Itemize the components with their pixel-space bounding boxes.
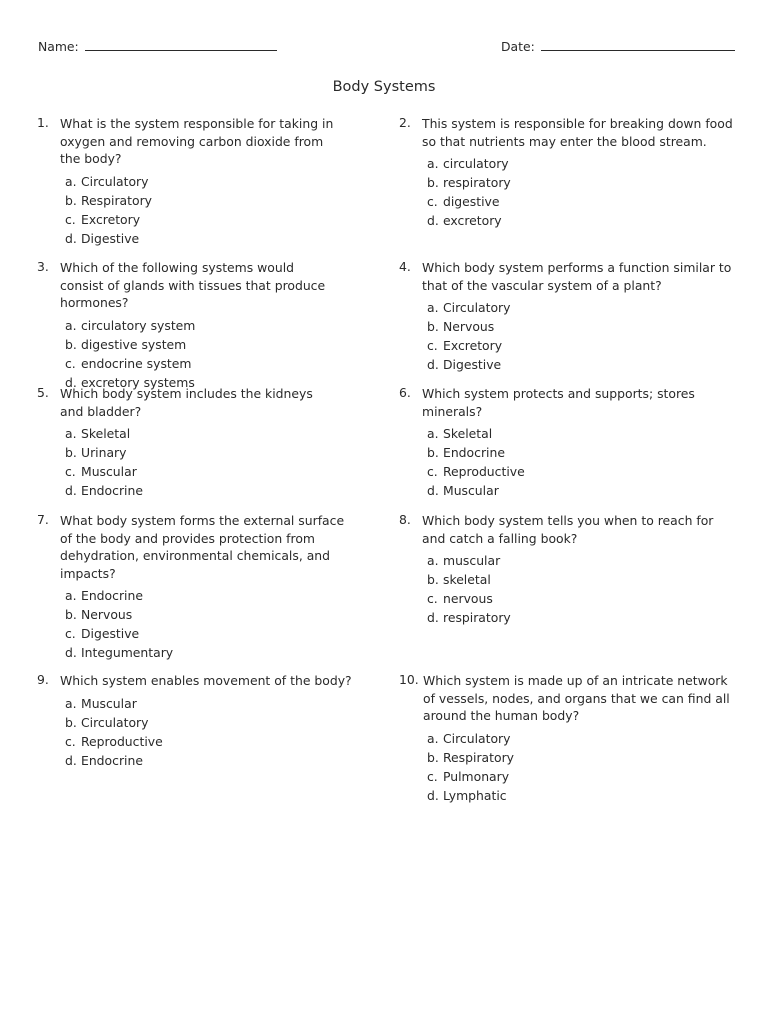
option-letter: a. [427, 300, 439, 315]
answer-option[interactable] [427, 192, 734, 211]
option-letter: d. [65, 645, 77, 660]
answer-option[interactable] [65, 210, 337, 229]
option-text: Reproductive [81, 733, 163, 749]
date-field [501, 38, 735, 54]
option-letter: c. [427, 194, 438, 209]
question-text: What is the system responsible for taking in oxygen and removing carbon dioxide from the body? [60, 116, 334, 166]
question-4 [399, 259, 734, 374]
option-text: Excretory [443, 338, 503, 353]
option-text: excretory [443, 213, 502, 228]
option-text: Digestive [81, 626, 140, 641]
option-text: endocrine system [81, 355, 192, 371]
option-letter: d. [65, 230, 77, 246]
question-text: Which body system performs a function similar to that of the vascular system of a plant? [422, 260, 732, 293]
answer-option[interactable] [427, 608, 734, 627]
page-title: Body Systems [332, 79, 436, 95]
option-text: digestive [443, 194, 500, 209]
option-text: Integumentary [81, 645, 174, 660]
option-text: muscular [443, 553, 501, 568]
answer-option[interactable] [427, 336, 734, 355]
question-2 [399, 115, 734, 230]
answer-options [427, 729, 739, 805]
option-letter: c. [427, 338, 438, 353]
option-text: Nervous [443, 319, 495, 334]
option-text: skeletal [443, 572, 491, 587]
option-letter: b. [427, 749, 439, 765]
option-text: Lymphatic [443, 787, 507, 803]
option-letter: d. [427, 483, 439, 498]
answer-option[interactable] [427, 551, 734, 570]
answer-option[interactable] [427, 298, 734, 317]
answer-options [65, 316, 337, 392]
question-7 [37, 512, 357, 662]
answer-option[interactable] [65, 586, 357, 605]
question-number: 5. [37, 385, 49, 400]
option-text: Respiratory [81, 192, 152, 208]
option-text: Muscular [81, 464, 137, 479]
question-number: 3. [37, 259, 49, 274]
option-letter: d. [427, 357, 439, 372]
option-text: Respiratory [443, 749, 514, 765]
answer-option[interactable] [427, 317, 734, 336]
question-number: 4. [399, 259, 411, 274]
option-letter: d. [65, 752, 77, 768]
answer-option[interactable] [65, 335, 337, 354]
question-6 [399, 385, 734, 500]
answer-option[interactable] [427, 729, 739, 748]
option-text: digestive system [81, 336, 187, 352]
option-text: Urinary [81, 445, 127, 460]
answer-option[interactable] [65, 751, 357, 770]
answer-options [65, 172, 337, 248]
answer-options [427, 551, 734, 627]
option-letter: b. [427, 445, 439, 460]
option-letter: a. [65, 317, 77, 333]
name-field [38, 38, 277, 54]
answer-option[interactable] [65, 713, 357, 732]
option-letter: c. [65, 464, 76, 479]
answer-option[interactable] [427, 481, 734, 500]
option-text: Reproductive [443, 464, 525, 479]
answer-option[interactable] [427, 443, 734, 462]
question-text: Which body system includes the kidneys and bladder? [60, 386, 313, 419]
question-number: 7. [37, 512, 49, 527]
option-text: respiratory [443, 610, 511, 625]
option-text: Endocrine [81, 588, 143, 603]
option-text: Endocrine [81, 483, 143, 498]
question-number: 8. [399, 512, 411, 527]
question-text: What body system forms the external surface of the body and provides protection from dehydration, environmental chemicals, and impacts? [60, 513, 345, 581]
answer-option[interactable] [427, 748, 739, 767]
option-letter: a. [65, 588, 77, 603]
option-text: Excretory [81, 211, 141, 227]
answer-option[interactable] [427, 589, 734, 608]
question-3 [37, 259, 337, 392]
question-text: Which body system tells you when to reach for and catch a falling book? [422, 513, 714, 546]
date-blank-line[interactable] [541, 38, 735, 51]
option-letter: c. [65, 733, 76, 749]
answer-option[interactable] [65, 481, 337, 500]
option-text: Muscular [443, 483, 499, 498]
answer-option[interactable] [65, 605, 357, 624]
option-letter: a. [65, 695, 77, 711]
answer-option[interactable] [427, 211, 734, 230]
answer-option[interactable] [65, 732, 357, 751]
answer-option[interactable] [65, 694, 357, 713]
answer-option[interactable] [427, 173, 734, 192]
option-text: Endocrine [443, 445, 505, 460]
question-text: This system is responsible for breaking down food so that nutrients may enter the blood stream. [422, 116, 733, 149]
question-number: 6. [399, 385, 411, 400]
option-letter: c. [427, 591, 438, 606]
option-text: excretory systems [81, 374, 195, 390]
answer-option[interactable] [427, 462, 734, 481]
option-text: circulatory [443, 156, 509, 171]
option-letter: d. [427, 787, 439, 803]
answer-option[interactable] [65, 172, 337, 191]
option-letter: c. [427, 464, 438, 479]
question-1 [37, 115, 337, 248]
option-letter: b. [427, 319, 439, 334]
question-text: Which system enables movement of the body? [60, 673, 352, 688]
option-letter: a. [427, 156, 439, 171]
question-10 [399, 672, 739, 805]
option-letter: d. [65, 374, 77, 390]
option-letter: b. [65, 336, 77, 352]
answer-option[interactable] [427, 424, 734, 443]
answer-option[interactable] [65, 424, 337, 443]
option-text: Circulatory [443, 300, 511, 315]
question-number: 9. [37, 672, 49, 687]
answer-option[interactable] [427, 767, 739, 786]
answer-option[interactable] [427, 786, 739, 805]
option-letter: d. [427, 213, 439, 228]
answer-option[interactable] [65, 643, 357, 662]
option-letter: b. [65, 445, 77, 460]
name-label: Name: [38, 39, 79, 54]
option-text: Digestive [81, 230, 140, 246]
option-letter: b. [427, 572, 439, 587]
option-text: nervous [443, 591, 493, 606]
option-letter: b. [65, 192, 77, 208]
option-letter: b. [427, 175, 439, 190]
option-letter: d. [427, 610, 439, 625]
worksheet-header [38, 38, 732, 54]
option-letter: c. [65, 355, 76, 371]
option-text: Circulatory [443, 730, 511, 746]
option-letter: a. [427, 553, 439, 568]
option-text: Pulmonary [443, 768, 510, 784]
option-letter: a. [427, 426, 439, 441]
option-text: Skeletal [81, 426, 131, 441]
answer-option[interactable] [427, 355, 734, 374]
option-text: Circulatory [81, 714, 149, 730]
question-text: Which system protects and supports; stores minerals? [422, 386, 695, 419]
option-letter: a. [65, 426, 77, 441]
answer-option[interactable] [65, 624, 357, 643]
option-text: Endocrine [81, 752, 143, 768]
answer-options [65, 424, 337, 500]
option-text: Circulatory [81, 173, 149, 189]
option-letter: a. [427, 730, 439, 746]
answer-option[interactable] [65, 316, 337, 335]
question-5 [37, 385, 337, 500]
option-letter: c. [65, 626, 76, 641]
option-text: Muscular [81, 695, 137, 711]
answer-options [65, 694, 357, 770]
question-number: 1. [37, 115, 49, 130]
option-text: Digestive [443, 357, 502, 372]
answer-options [427, 154, 734, 230]
option-letter: b. [65, 714, 77, 730]
answer-options [427, 298, 734, 374]
option-letter: c. [65, 211, 76, 227]
name-blank-line[interactable] [85, 38, 277, 51]
question-text: Which system is made up of an intricate network of vessels, nodes, and organs that we can find all around the human body? [423, 673, 730, 723]
answer-options [65, 586, 357, 662]
answer-option[interactable] [65, 443, 337, 462]
answer-option[interactable] [427, 154, 734, 173]
question-9 [37, 672, 357, 770]
option-text: Nervous [81, 607, 133, 622]
option-letter: a. [65, 173, 77, 189]
answer-options [427, 424, 734, 500]
date-label: Date: [501, 39, 535, 54]
answer-option[interactable] [427, 570, 734, 589]
answer-option[interactable] [65, 229, 337, 248]
answer-option[interactable] [65, 191, 337, 210]
option-letter: c. [427, 768, 438, 784]
answer-option[interactable] [65, 462, 337, 481]
option-text: respiratory [443, 175, 511, 190]
option-letter: d. [65, 483, 77, 498]
question-8 [399, 512, 734, 627]
option-letter: b. [65, 607, 77, 622]
option-text: Skeletal [443, 426, 493, 441]
answer-option[interactable] [65, 354, 337, 373]
option-text: circulatory system [81, 317, 196, 333]
question-text: Which of the following systems would consist of glands with tissues that produce hormones? [60, 260, 326, 310]
question-number: 10. [399, 672, 419, 687]
question-number: 2. [399, 115, 411, 130]
